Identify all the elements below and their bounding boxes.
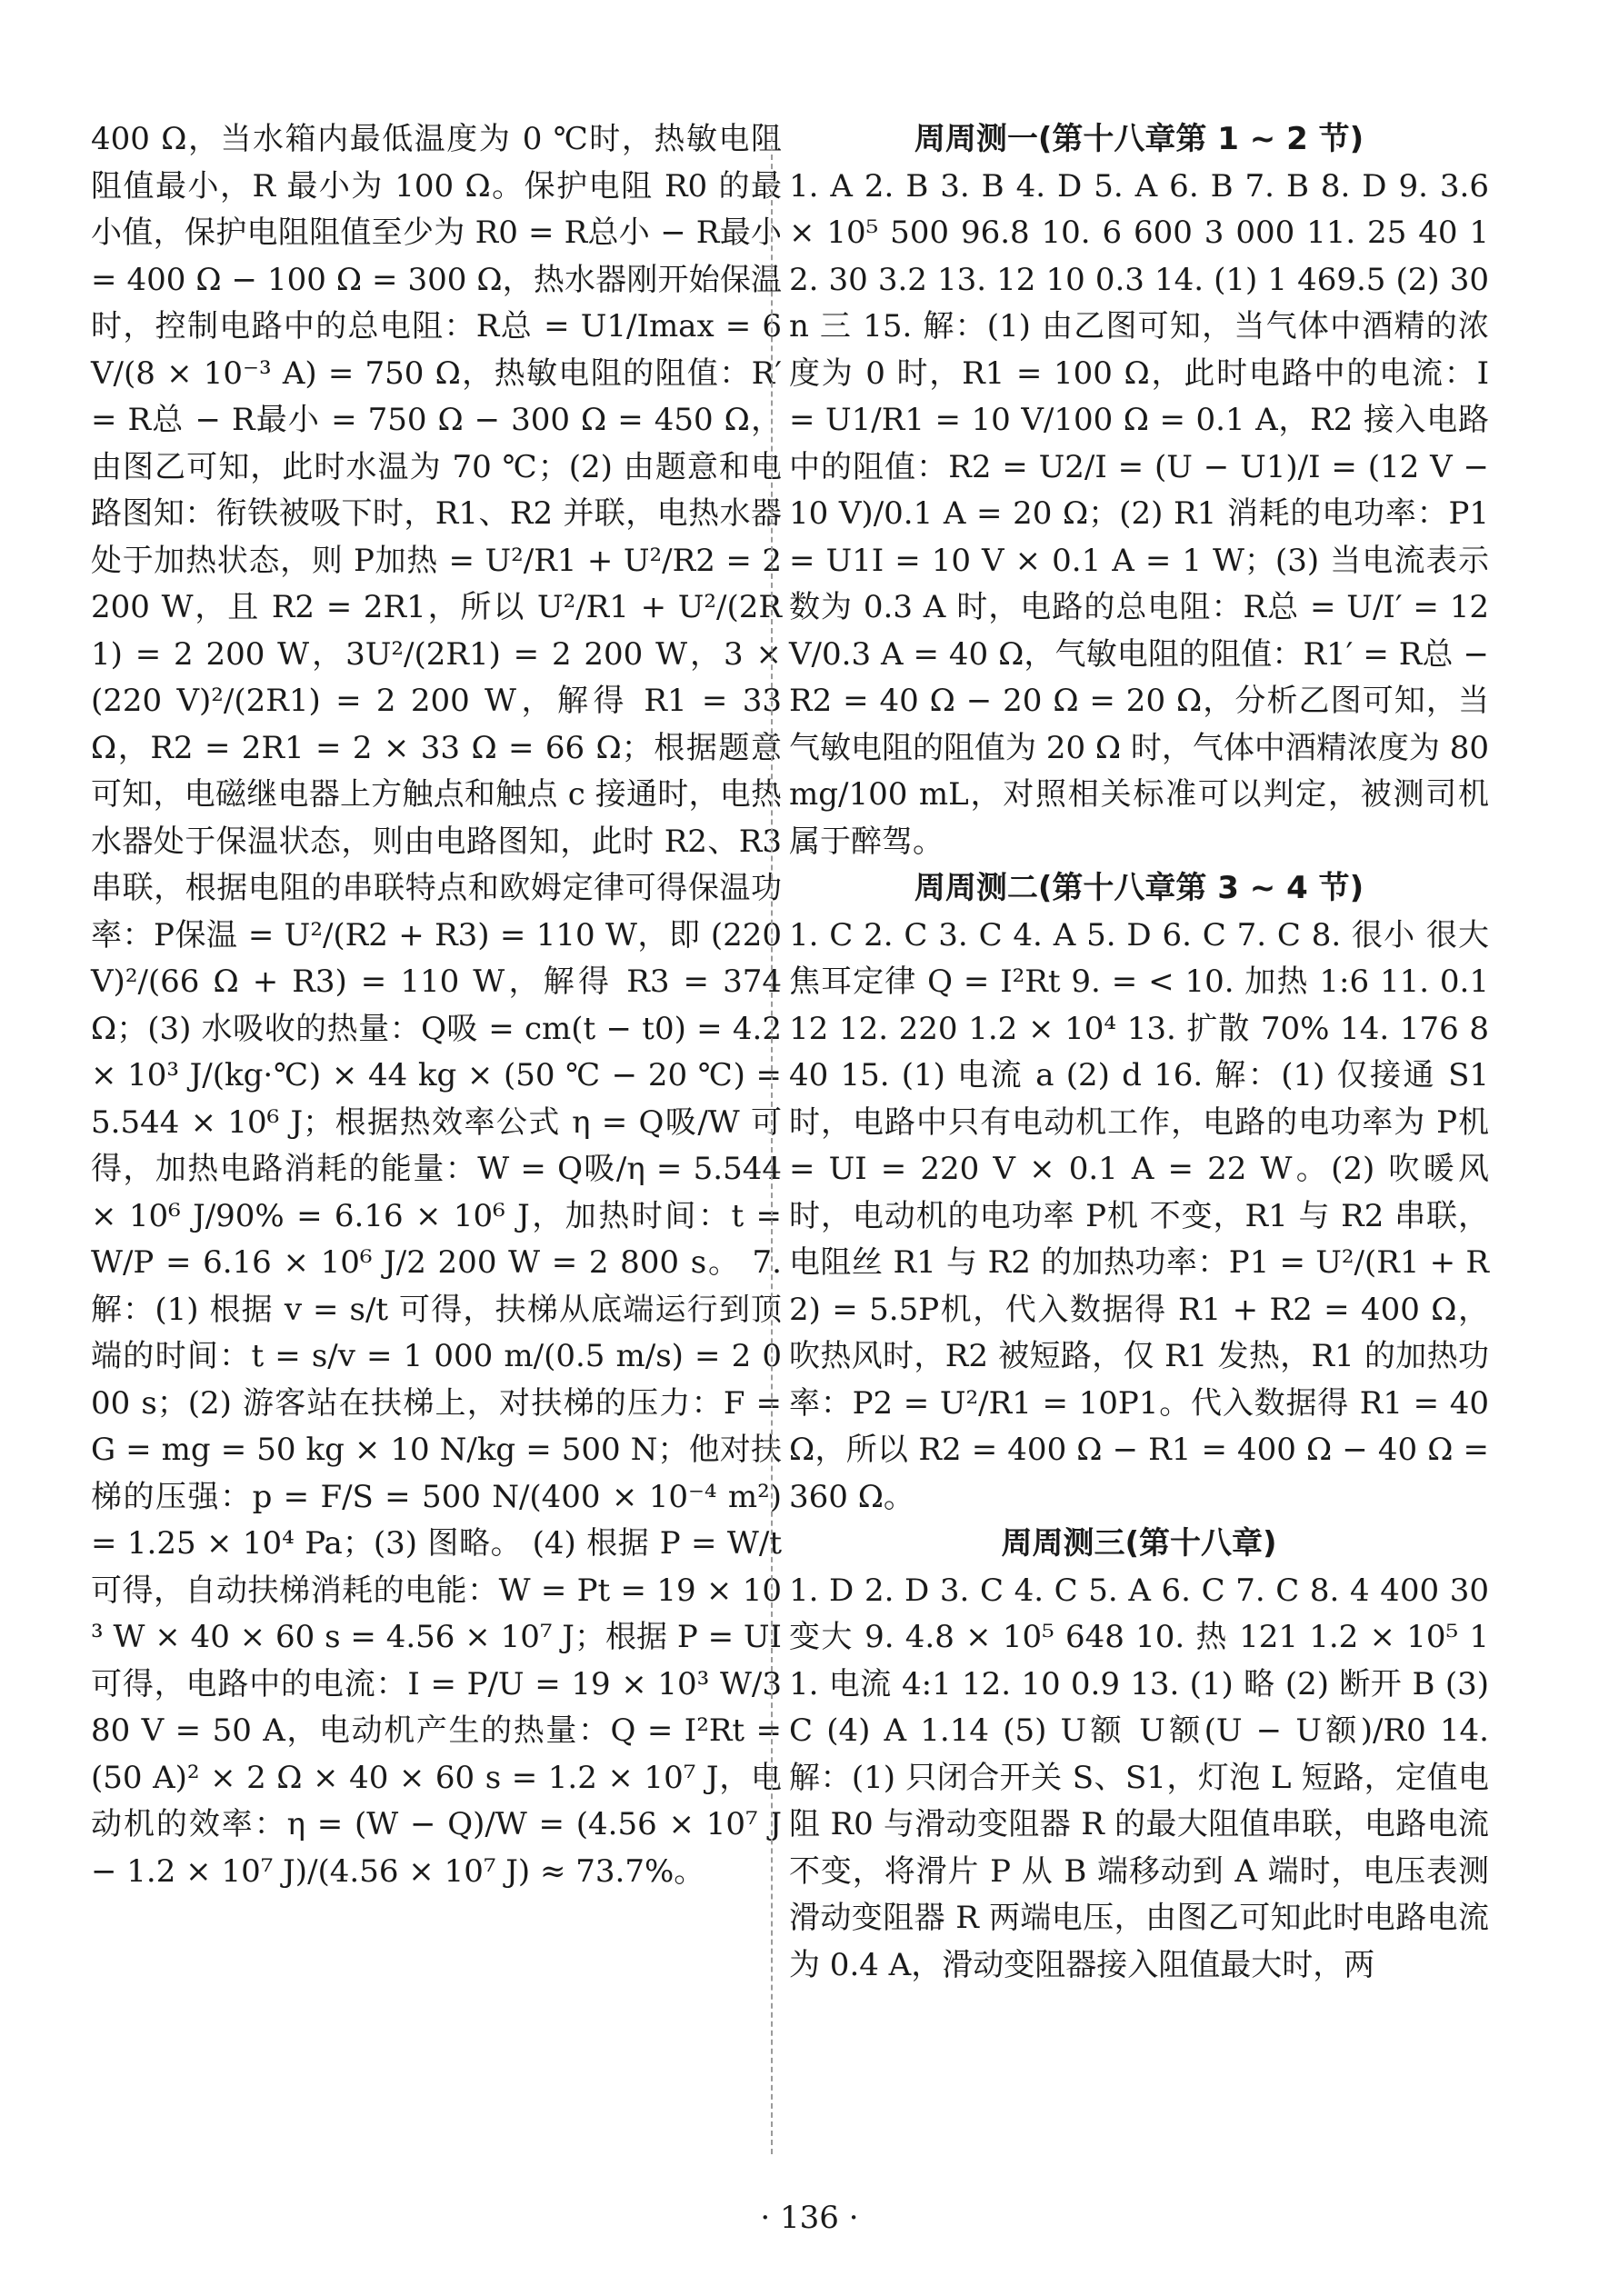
section-text-test-3: 1. D 2. D 3. C 4. C 5. A 6. C 7. C 8. 4 400 30 变大 9. 4.8 × 10⁵ 648 10. 热 121 1.2 × 10⁵ 11. 电流 4:1 12. 10 0.9 13. (1) 略 (2) 断开 B (3) C (4) A 1.14 (5) U额 U额(U − U额)/R0 14. 解：(1) 只闭合开关 S、S1，灯泡 L 短路，定值电阻 R0 与滑动变阻器 R 的最大阻值串联，电路电流不变，将滑片 P 从 B 端移动到 A 端时，电压表测滑动变阻器 R 两端电压，由图乙可知此时电路电流为 0.4 A，滑动变阻器接入阻值最大时，两: [789, 1572, 1489, 1983]
page-number: · 136 ·: [760, 2200, 859, 2236]
left-paragraph: 400 Ω，当水箱内最低温度为 0 ℃时，热敏电阻阻值最小，R 最小为 100 Ω。保护电阻 R0 的最小值，保护电阻阻值至少为 R0 = R总小 − R最小 = 400 Ω − 100 Ω = 300 Ω，热水器刚开始保温时，控制电路中的总电阻：R总 = U1/Imax = 6 V/(8 × 10⁻³ A) = 750 Ω，热敏电阻的阻值：R′ = R总 − R最小 = 750 Ω − 300 Ω = 450 Ω，由图乙可知，此时水温为 70 ℃；(2) 由题意和电路图知：衔铁被吸下时，R1、R2 并联，电热水器处于加热状态，则 P加热 = U²/R1 + U²/R2 = 2 200 W，且 R2 = 2R1，所以 U²/R1 + U²/(2R1) = 2 200 W，3U²/(2R1) = 2 200 W，3 × (220 V)²/(2R1) = 2 200 W，解得 R1 = 33 Ω，R2 = 2R1 = 2 × 33 Ω = 66 Ω；根据题意可知，电磁继电器上方触点和触点 c 接通时，电热水器处于保温状态，则由电路图知，此时 R2、R3 串联，根据电阻的串联特点和欧姆定律可得保温功率：P保温 = U²/(R2 + R3) = 110 W，即 (220 V)²/(66 Ω + R3) = 110 W，解得 R3 = 374 Ω；(3) 水吸收的热量：Q吸 = cm(t − t0) = 4.2 × 10³ J/(kg·℃) × 44 kg × (50 ℃ − 20 ℃) = 5.544 × 10⁶ J；根据热效率公式 η = Q吸/W 可得，加热电路消耗的能量：W = Q吸/η = 5.544 × 10⁶ J/90% = 6.16 × 10⁶ J，加热时间：t = W/P = 6.16 × 10⁶ J/2 200 W = 2 800 s。 7. 解：(1) 根据 v = s/t 可得，扶梯从底端运行到顶端的时间：t = s/v = 1 000 m/(0.5 m/s) = 2 000 s；(2) 游客站在扶梯上，对扶梯的压力：F = G = mg = 50 kg × 10 N/kg = 500 N；他对扶梯的压强：p = F/S = 500 N/(400 × 10⁻⁴ m²) = 1.25 × 10⁴ Pa；(3) 图略。 (4) 根据 P = W/t 可得，自动扶梯消耗的电能：W = Pt = 19 × 10³ W × 40 × 60 s = 4.56 × 10⁷ J；根据 P = UI 可得，电路中的电流：I = P/U = 19 × 10³ W/380 V = 50 A，电动机产生的热量：Q = I²Rt = (50 A)² × 2 Ω × 40 × 60 s = 1.2 × 10⁷ J，电动机的效率：η = (W − Q)/W = (4.56 × 10⁷ J − 1.2 × 10⁷ J)/(4.56 × 10⁷ J) ≈ 73.7%。: [91, 121, 782, 1890]
section-title-test-3: 周周测三(第十八章): [1001, 1525, 1277, 1562]
section-text-test-2: 1. C 2. C 3. C 4. A 5. D 6. C 7. C 8. 很小 很大 焦耳定律 Q = I²Rt 9. = < 10. 加热 1:6 11. 0.1 12 12. 220 1.2 × 10⁴ 13. 扩散 70% 14. 176 840 15. (1) 电流 a (2) d 16. 解：(1) 仅接通 S1 时，电路中只有电动机工作，电路的电功率为 P机 = UI = 220 V × 0.1 A = 22 W。(2) 吹暖风时，电动机的电功率 P机 不变，R1 与 R2 串联，电阻丝 R1 与 R2 的加热功率：P1 = U²/(R1 + R2) = 5.5P机，代入数据得 R1 + R2 = 400 Ω，吹热风时，R2 被短路，仅 R1 发热，R1 的加热功率：P2 = U²/R1 = 10P1。代入数据得 R1 = 40 Ω，所以 R2 = 400 Ω − R1 = 400 Ω − 40 Ω = 360 Ω。: [789, 916, 1489, 1515]
left-column: [91, 116, 782, 1895]
right-column: [789, 116, 1489, 1989]
section-text-test-1: 1. A 2. B 3. B 4. D 5. A 6. B 7. B 8. D 9. 3.6 × 10⁵ 500 96.8 10. 6 600 3 000 11. 25 40 12. 30 3.2 13. 12 10 0.3 14. (1) 1 469.5 (2) 30 n 三 15. 解：(1) 由乙图可知，当气体中酒精的浓度为 0 时，R1 = 100 Ω，此时电路中的电流：I = U1/R1 = 10 V/100 Ω = 0.1 A，R2 接入电路中的阻值：R2 = U2/I = (U − U1)/I = (12 V − 10 V)/0.1 A = 20 Ω；(2) R1 消耗的电功率：P1 = U1I = 10 V × 0.1 A = 1 W；(3) 当电流表示数为 0.3 A 时，电路的总电阻：R总 = U/I′ = 12 V/0.3 A = 40 Ω，气敏电阻的阻值：R1′ = R总 − R2 = 40 Ω − 20 Ω = 20 Ω，分析乙图可知，当气敏电阻的阻值为 20 Ω 时，气体中酒精浓度为 80 mg/100 mL，对照相关标准可以判定，被测司机属于醉驾。: [789, 167, 1489, 860]
column-divider: [771, 127, 773, 2154]
section-title-test-1: 周周测一(第十八章第 1 ~ 2 节): [914, 121, 1364, 157]
section-title-test-2: 周周测二(第十八章第 3 ~ 4 节): [914, 870, 1364, 906]
